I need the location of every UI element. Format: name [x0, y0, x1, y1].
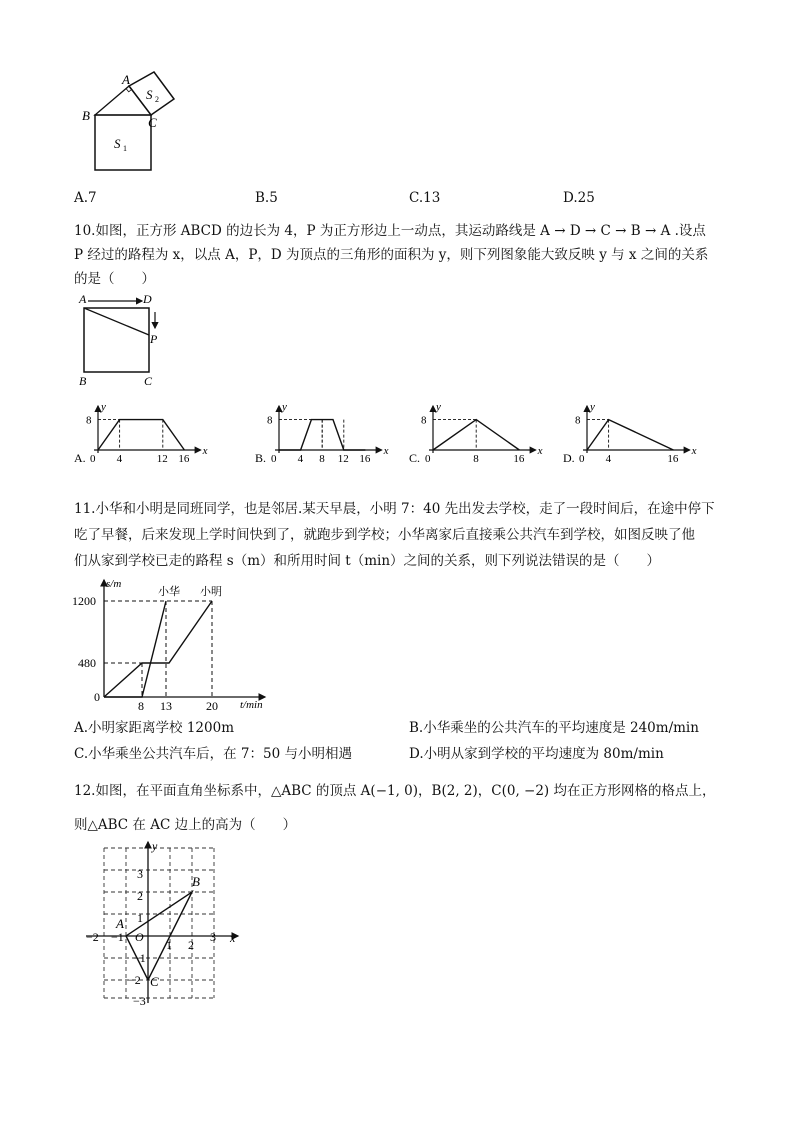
q12-x-tick-1: 1 — [166, 938, 172, 952]
q10-graph-x-tick-0: 0 — [271, 453, 277, 464]
q10-graph-option-label: B. — [255, 451, 267, 464]
q12-line-1: 12.如图，在平面直角坐标系中，△ABC 的顶点 A(−1, 0)，B(2, 2)，C(0, −2) 均在正方形网格的格点上， — [74, 783, 716, 799]
q10-graph-y-tick-8: 8 — [267, 414, 273, 427]
q11-x-tick-20: 20 — [206, 699, 218, 713]
q10-graph-y-axis-label: y — [282, 401, 287, 413]
q12-y-tick-neg2: −2 — [128, 973, 141, 987]
q11-label-xiaohua: 小华 — [158, 586, 180, 598]
q9-label-s1: S — [114, 136, 121, 151]
q9-option-d: D.25 — [563, 190, 595, 206]
q12-point-a-label: A — [116, 916, 124, 931]
q10-label-b: B — [79, 374, 87, 388]
q11-origin-label: 0 — [94, 690, 100, 704]
q10-graph-y-tick-8: 8 — [575, 414, 581, 427]
q9-label-c: C — [148, 115, 157, 130]
q9-option-a: A.7 — [74, 190, 97, 206]
q12-coordinate-grid — [80, 838, 245, 1008]
q11-option-d: D.小明从家到学校的平均速度为 80m/min — [409, 746, 664, 762]
q10-graph-option-label: C. — [409, 451, 421, 464]
q11-y-tick-1200: 1200 — [72, 594, 96, 608]
q10-graph-x-tick-8: 8 — [319, 453, 325, 464]
q12-y-tick-2: 2 — [137, 889, 143, 903]
q10-graph-option-label: D. — [563, 451, 575, 464]
q12-y-axis-label: y — [152, 839, 158, 853]
q10-line-2: P 经过的路程为 x，以点 A，P，D 为顶点的三角形的面积为 y，则下列图象能大致反映 y 与 x 之间的关系 — [74, 247, 709, 263]
q9-figure — [78, 70, 188, 180]
q9-option-b: B.5 — [255, 190, 278, 206]
q10-line-3: 的是（ ） — [74, 271, 155, 287]
q10-graph-c — [409, 400, 549, 464]
q9-label-s1-sub: 1 — [123, 144, 127, 153]
q10-graph-x-tick-16: 16 — [513, 453, 525, 464]
q10-graph-x-tick-8: 8 — [473, 453, 479, 464]
q12-x-tick-neg2: −2 — [86, 930, 99, 944]
q12-x-tick-2: 2 — [188, 938, 194, 952]
q10-graph-x-tick-4: 4 — [605, 453, 612, 464]
q12-x-tick-neg1: −1 — [111, 930, 124, 944]
q11-option-a: A.小明家距离学校 1200m — [74, 720, 234, 736]
q10-label-d: D — [143, 292, 152, 306]
q12-y-tick-1: 1 — [137, 911, 143, 925]
q10-graph-x-tick-12: 12 — [156, 453, 168, 464]
q12-point-c-label: C — [150, 974, 159, 989]
q10-graph-x-tick-16: 16 — [178, 453, 190, 464]
q9-label-a: A — [122, 72, 130, 87]
q12-origin-label: O — [135, 930, 144, 944]
q12-point-b-label: B — [192, 874, 200, 889]
q10-graph-x-tick-4: 4 — [297, 453, 304, 464]
q10-graph-y-tick-8: 8 — [86, 414, 92, 427]
q11-line-2: 吃了早餐，后来发现上学时间快到了，就跑步到学校；小华离家后直接乘公共汽车到学校，如图反映了他 — [74, 527, 695, 543]
q10-graph-y-axis-label: y — [590, 401, 595, 413]
q11-option-c: C.小华乘坐公共汽车后，在 7：50 与小明相遇 — [74, 746, 352, 762]
q11-label-xiaoming: 小明 — [200, 586, 222, 598]
q10-square-figure — [74, 288, 174, 388]
q10-graph-y-axis-label: y — [101, 401, 106, 413]
q12-x-axis-label: x — [230, 931, 236, 945]
q10-graph-y-axis-label: y — [436, 401, 441, 413]
q10-graph-x-axis-label: x — [202, 445, 208, 457]
q12-y-tick-3: 3 — [137, 867, 143, 881]
q10-graph-x-tick-0: 0 — [425, 453, 431, 464]
q11-x-tick-13: 13 — [160, 699, 172, 713]
q10-graph-d — [563, 400, 703, 464]
q9-label-b: B — [82, 108, 90, 123]
q9-option-c: C.13 — [409, 190, 441, 206]
q12-y-tick-neg1: −1 — [133, 951, 146, 965]
q10-graph-x-axis-label: x — [383, 445, 389, 457]
q9-label-s2-sub: 2 — [155, 95, 159, 104]
q10-graph-x-tick-4: 4 — [116, 453, 123, 464]
q10-graph-x-tick-0: 0 — [90, 453, 96, 464]
q12-y-tick-neg3: −3 — [133, 994, 146, 1008]
q10-graph-x-tick-0: 0 — [579, 453, 585, 464]
q11-graph — [70, 574, 275, 714]
q9-label-s2: S — [146, 87, 153, 102]
q10-line-1: 10.如图，正方形 ABCD 的边长为 4，P 为正方形边上一动点，其运动路线是 A → D → C → B → A .设点 — [74, 223, 706, 239]
q11-line-1: 11.小华和小明是同班同学，也是邻居.某天早晨，小明 7：40 先出发去学校，走了一段时间后，在途中停下 — [74, 501, 715, 517]
q10-graph-y-tick-8: 8 — [421, 414, 427, 427]
q11-x-tick-8: 8 — [138, 699, 144, 713]
q10-graph-x-axis-label: x — [691, 445, 697, 457]
q10-graph-b — [255, 400, 395, 464]
q11-y-axis-label: s/m — [106, 578, 122, 590]
q10-graph-option-label: A. — [74, 451, 86, 464]
q10-label-p: P — [150, 332, 158, 346]
q11-line-3: 们从家到学校已走的路程 s（m）和所用时间 t（min）之间的关系，则下列说法错误的是（ ） — [74, 553, 661, 569]
q10-graph-x-tick-16: 16 — [667, 453, 679, 464]
q12-line-2: 则△ABC 在 AC 边上的高为（ ） — [74, 817, 297, 833]
q11-option-b: B.小华乘坐的公共汽车的平均速度是 240m/min — [409, 720, 699, 736]
q10-graph-x-tick-12: 12 — [337, 453, 349, 464]
q10-label-a: A — [79, 292, 87, 306]
q11-x-axis-label: t/min — [240, 699, 263, 711]
q12-x-tick-3: 3 — [210, 930, 216, 944]
q10-label-c: C — [144, 374, 153, 388]
q10-graph-x-axis-label: x — [537, 445, 543, 457]
q10-graph-x-tick-16: 16 — [359, 453, 371, 464]
q11-y-tick-480: 480 — [78, 656, 96, 670]
q10-graph-a — [74, 400, 214, 464]
